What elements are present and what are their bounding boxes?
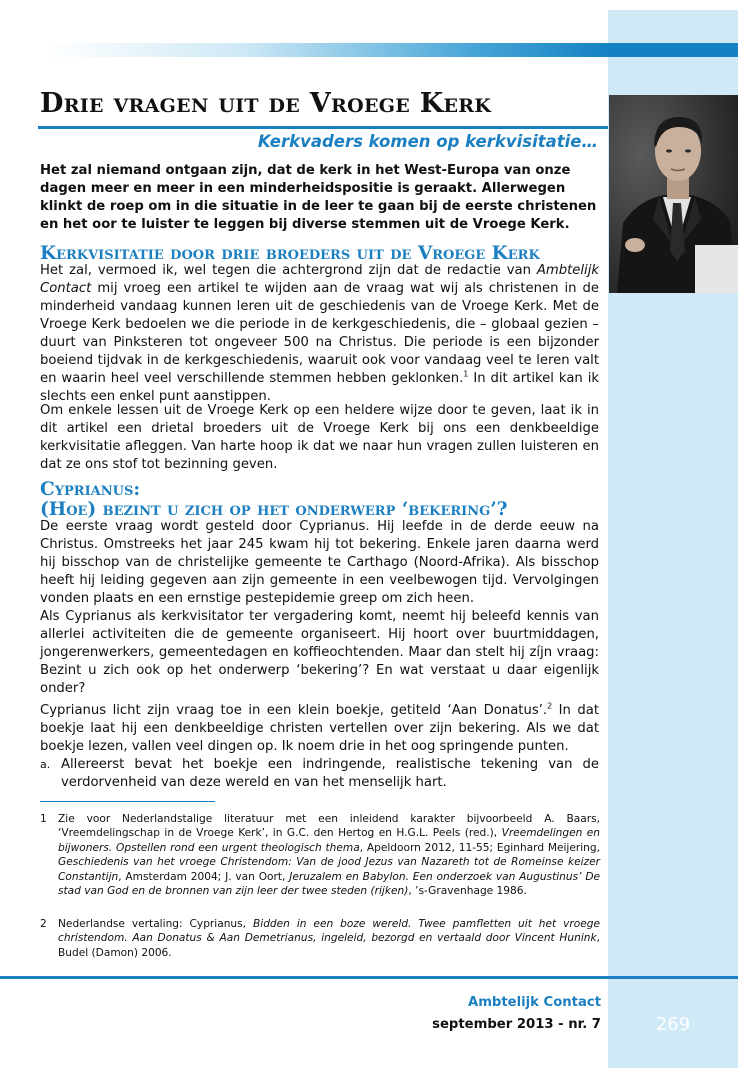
footnote-rule <box>40 801 215 802</box>
section1-paragraph-2: Om enkele lessen uit de Vroege Kerk op een heldere wijze door te geven, laat ik in dit artikel een drietal broeders uit de Vroege Kerk bij ons een denkbeeldige kerkvisitatie afleggen. Van harte hoop ik dat we naar hun vragen zullen luisteren en dat ze ons stof tot bezinning geven. <box>40 403 599 472</box>
section2-p3-text-a: Cyprianus licht zijn vraag toe in een klein boekje, getiteld ‘Aan Donatus’. <box>40 703 548 718</box>
footnote-text-part: , ’s-Gravenhage 1986. <box>408 885 527 898</box>
author-photo <box>609 95 738 293</box>
footnote-text-part: Nederlandse vertaling: Cyprianus, <box>58 918 253 930</box>
footer-issue: september 2013 - nr. 7 <box>432 1017 601 1032</box>
list-item <box>40 756 599 792</box>
footnote-text-part: , Apeldoorn 2012, 11-55; Eginhard Meijering, <box>359 841 600 854</box>
section2-heading-line2: (Hoe) bezint u zich op het onderwerp ‘bekering’? <box>40 499 508 520</box>
page-subtitle: Kerkvaders komen op kerkvisitatie… <box>257 132 598 151</box>
section2-paragraph-3 <box>40 702 599 756</box>
footnote-text-part: , Budel (Damon) 2006. <box>58 932 600 959</box>
author-photo-image <box>609 95 738 293</box>
page-title: Drie vragen uit de Vroege Kerk <box>40 88 492 119</box>
footnote-book-title: Vreemdelingen en bijwoners. Opstellen rond een urgent theologisch thema <box>58 827 601 854</box>
top-gradient-bar <box>45 43 608 57</box>
section1-paragraph-1 <box>40 262 599 406</box>
title-rule <box>38 126 608 129</box>
footnote-number: 1 <box>40 813 47 825</box>
list-marker: a. <box>40 758 51 771</box>
footnote-ref-2[interactable]: 2 <box>547 701 553 711</box>
section1-p1-text-a: Het zal, vermoed ik, wel tegen die achtergrond zijn dat de redactie van <box>40 263 537 278</box>
footnote-2 <box>40 917 600 960</box>
section1-p1-text-b: mij vroeg een artikel te wijden aan de vraag wat wij als christenen in de minderheid vandaag kunnen leren uit de geschiedenis van de Vroege Kerk. Met de Vroege Kerk bedoelen we die periode in de kerkgeschiedenis, die – globaal gezien – duurt van Pinksteren tot ongeveer 500 na Christus. Die periode is een bijzonder boeiend tijdvak in de kerkgeschiedenis, waaruit ook voor vandaag veel te leren valt en waarin heel veel verschillende stemmen hebben geklonken. <box>40 281 599 386</box>
footnote-number: 2 <box>40 918 47 930</box>
footnote-book-title: Jeruzalem en Babylon. Een onderzoek van Augustinus’ De stad van God en de bronnen van zijn leer der twee steden (rijken) <box>58 870 600 898</box>
footnote-book-title: Bidden in een boze wereld. Twee pamfletten uit het vroege christendom. Aan Donatus & Aan Demetrianus, ingeleid, bezorgd en vertaald door Vincent Hunink <box>58 918 600 945</box>
list-item-text: Allereerst bevat het boekje een indringende, realistische tekening van de verdorvenheid van deze wereld en van het menselijk hart. <box>61 757 599 790</box>
intro-paragraph: Het zal niemand ontgaan zijn, dat de kerk in het West-Europa van onze dagen meer en meer in een minderheidspositie is geraakt. Allerwegen klinkt de roep om in die situatie in de leer te gaan bij de eerste christenen en het oor te luister te leggen bij diverse stemmen uit de Vroege Kerk. <box>40 163 597 232</box>
section-heading-cyprianus <box>40 480 508 520</box>
footnote-book-title: Geschiedenis van het vroege Christendom: Van de jood Jezus van Nazareth tot de Romeinse keizer Constantijn <box>58 856 600 883</box>
section2-paragraph-2: Als Cyprianus als kerkvisitator ter vergadering komt, neemt hij beleefd kennis van allerlei activiteiten die de gemeente organiseert. Hij hoort over buurtmiddagen, jongerenwerkers, gemeentedagen en koffieochtenden. Maar dan stelt hij zíjn vraag: Bezint u zich ook op het onderwerp ‘bekering’? En wat verstaat u daar eigenlijk onder? <box>40 609 599 696</box>
section1-p1-text-c: In dit artikel kan ik slechts een enkel punt aanstippen. <box>40 371 600 404</box>
section-heading-kerkvisitatie: Kerkvisitatie door drie broeders uit de Vroege Kerk <box>40 243 540 264</box>
section2-p3-text-b: In dat boekje laat hij een denkbeeldige christen vertellen over zijn bekering. Als we dat boekje lezen, vallen veel dingen op. Ik noem drie in het oog springende punten. <box>40 703 599 754</box>
section2-paragraph-1: De eerste vraag wordt gesteld door Cyprianus. Hij leefde in de derde eeuw na Christus. Omstreeks het jaar 245 kwam hij tot bekering. Enkele jaren daarna werd hij bisschop van de christelijke gemeente te Carthago (Noord-Afrika). Als bisschop heeft hij leiding gegeven aan zijn gemeente in een veelbewogen tijd. Vervolgingen vonden plaats en een ernstige pestepidemie greep om zich heen. <box>40 519 599 606</box>
footnote-ref-1[interactable]: 1 <box>463 369 469 379</box>
bottom-rule <box>0 976 738 979</box>
journal-title: Ambtelijk Contact <box>40 263 599 296</box>
page-number: 269 <box>655 1014 691 1035</box>
footnote-1 <box>40 812 600 898</box>
footnote-text-part: Zie voor Nederlandstalige literatuur met een inleidend karakter bijvoorbeeld A. Baars, ‘Vreemdelingschap in de Vroege Kerk’, in G.C. den Hertog en H.G.L. Peels (red.), <box>58 813 600 840</box>
section2-heading-line1: Cyprianus: <box>40 479 141 500</box>
footnote-text <box>58 812 600 898</box>
footer-magazine-name: Ambtelijk Contact <box>467 995 601 1010</box>
top-bar-right <box>608 43 738 57</box>
footnote-text <box>58 917 600 960</box>
footnote-text-part: , Amsterdam 2004; J. van Oort, <box>118 870 290 883</box>
